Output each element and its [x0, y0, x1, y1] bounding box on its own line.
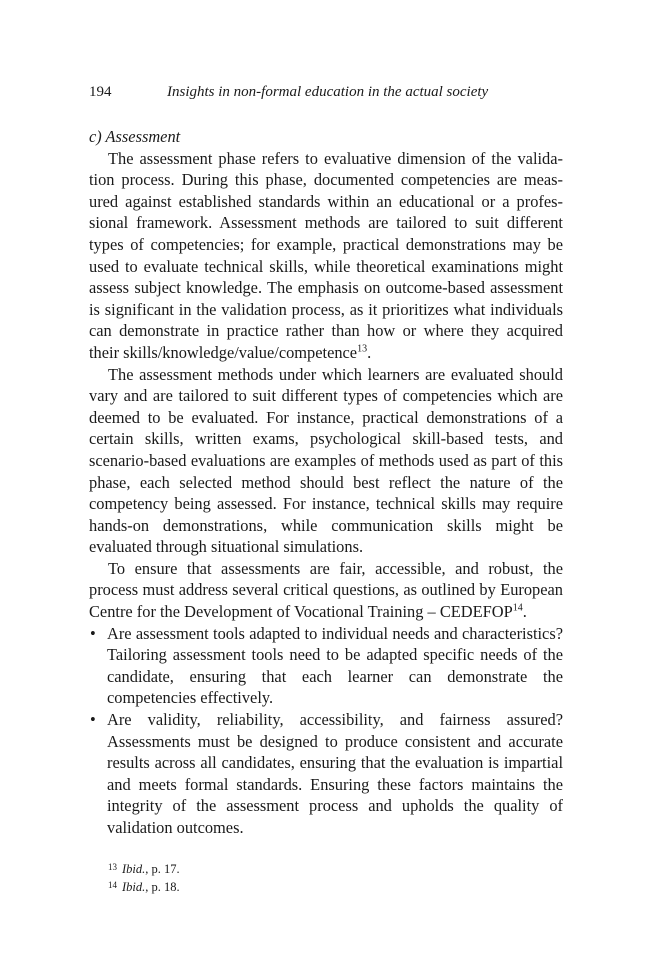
footnote-13 [108, 859, 568, 877]
footnote-source: Ibid. [122, 862, 146, 876]
bullet-marker: • [90, 623, 96, 643]
body-text [89, 126, 563, 839]
paragraph-3-end: . [522, 602, 527, 622]
footnote-number: 14 [108, 880, 117, 890]
bullet-text: Are validity, reliability, accessibility, and fairness assured? Assessments must be designed to produce consistent and accurate results across all candidates, ensuring that the evaluation is impartial and meets formal standards. Ensuring these factors maintains the integrity of the assessment process and upholds the quality of validation outcomes. [107, 710, 563, 837]
footnote-page: , p. 17. [145, 862, 180, 876]
paragraph-1-text: The assessment phase refers to evaluative dimension of the validation process. During this phase, documented competencies are measured against established standards within an educational or a professional framework. Assessment methods are tailored to suit different types of competencies; for example, practical demonstrations may be used to evaluate technical skills, while theoretical examinations might assess subject knowledge. The emphasis on outcome-based assessment is significant in the validation process, as it prioritizes what individuals can demonstrate in practice rather than how or where they acquired their skills/knowledge/value/competence [89, 148, 563, 362]
footnote-ref-14: 14 [512, 602, 523, 614]
bullet-text: Are assessment tools adapted to individual needs and characteristics? Tailoring assessment tools need to be adapted specific needs of the candidate, ensuring that each learner can demonstrate the competencies effectively. [107, 623, 563, 708]
paragraph-1 [89, 148, 563, 364]
page-number: 194 [89, 84, 112, 100]
running-title: Insights in non-formal education in the actual society [167, 84, 489, 100]
footnote-number: 13 [108, 862, 117, 872]
running-head [89, 82, 569, 102]
bullet-item [89, 623, 563, 709]
paragraph-3 [89, 558, 563, 623]
footnote-source: Ibid. [122, 880, 146, 894]
footnotes [108, 859, 568, 895]
bullet-marker: • [90, 710, 96, 730]
section-heading: c) Assessment [89, 127, 181, 146]
paragraph-2: The assessment methods under which learners are evaluated should vary and are tailored to suit different types of competencies which are deemed to be evaluated. For instance, practical demonstrations of a certain skills, written exams, psychological skill-based tests, and scenario-based evaluations are examples of methods used as part of this phase, each selected method should best reflect the nature of the competency being assessed. For instance, technical skills may require hands-on demonstrations, while communication skills might be evaluated through situational simulations. [89, 364, 563, 557]
footnote-page: , p. 18. [145, 880, 180, 894]
paragraph-1-end: . [367, 342, 372, 362]
bullet-list [89, 623, 563, 839]
footnote-ref-13: 13 [357, 343, 368, 355]
bullet-item [89, 709, 563, 839]
footnote-14 [108, 877, 568, 895]
paragraph-3-text: To ensure that assessments are fair, accessible, and robust, the process must address several critical questions, as outlined by European Centre for the Development of Vocational Training – CEDEFOP [89, 558, 563, 622]
